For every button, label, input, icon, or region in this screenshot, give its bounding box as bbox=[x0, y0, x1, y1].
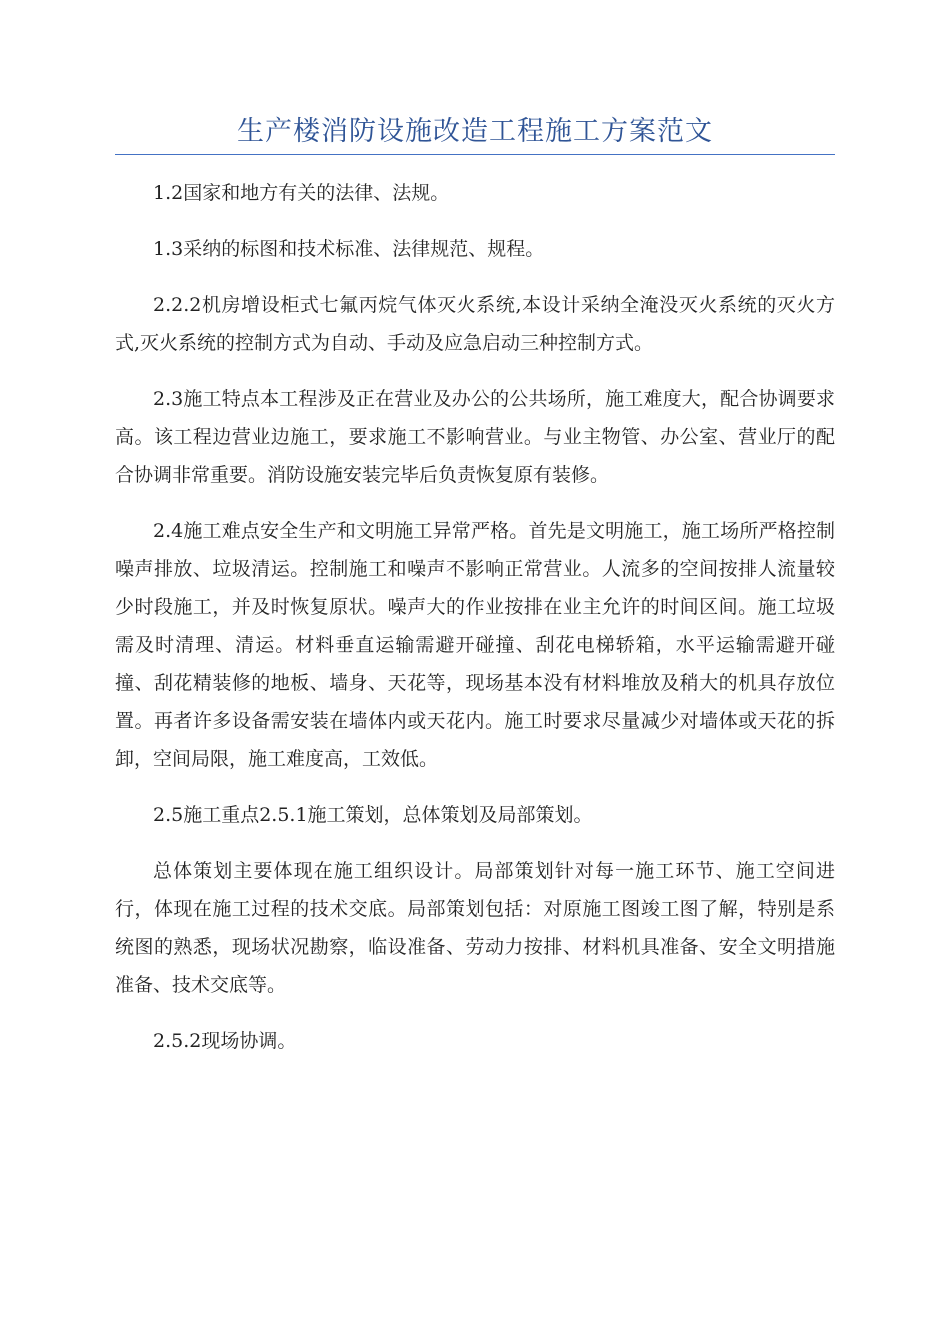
title-underline bbox=[115, 154, 835, 155]
paragraph: 2.3施工特点本工程涉及正在营业及办公的公共场所，施工难度大，配合协调要求高。该工程边营业边施工，要求施工不影响营业。与业主物管、办公室、营业厅的配合协调非常重要。消防设施安装完毕后负责恢复原有装修。 bbox=[115, 388, 835, 486]
document-body bbox=[115, 174, 835, 1078]
paragraph: 1.2国家和地方有关的法律、法规。 bbox=[153, 182, 450, 204]
paragraph: 总体策划主要体现在施工组织设计。局部策划针对每一施工环节、施工空间进行，体现在施工过程的技术交底。局部策划包括：对原施工图竣工图了解，特别是系统图的熟悉，现场状况勘察，临设准备、劳动力按排、材料机具准备、安全文明措施准备、技术交底等。 bbox=[115, 860, 835, 996]
paragraph: 2.2.2机房增设柜式七氟丙烷气体灭火系统,本设计采纳全淹没灭火系统的灭火方式,灭火系统的控制方式为自动、手动及应急启动三种控制方式。 bbox=[115, 294, 835, 354]
paragraph: 2.5施工重点2.5.1施工策划，总体策划及局部策划。 bbox=[153, 804, 593, 826]
document-title: 生产楼消防设施改造工程施工方案范文 bbox=[237, 116, 713, 147]
paragraph: 2.4施工难点安全生产和文明施工异常严格。首先是文明施工，施工场所严格控制噪声排放、垃圾清运。控制施工和噪声不影响正常营业。人流多的空间按排人流量较少时段施工，并及时恢复原状。噪声大的作业按排在业主允许的时间区间。施工垃圾需及时清理、清运。材料垂直运输需避开碰撞、刮花电梯轿箱，水平运输需避开碰撞、刮花精装修的地板、墙身、天花等，现场基本没有材料堆放及稍大的机具存放位置。再者许多设备需安装在墙体内或天花内。施工时要求尽量减少对墙体或天花的拆卸，空间局限，施工难度高，工效低。 bbox=[115, 520, 835, 770]
paragraph: 2.5.2现场协调。 bbox=[153, 1030, 297, 1052]
paragraph: 1.3采纳的标图和技术标准、法律规范、规程。 bbox=[153, 238, 545, 260]
